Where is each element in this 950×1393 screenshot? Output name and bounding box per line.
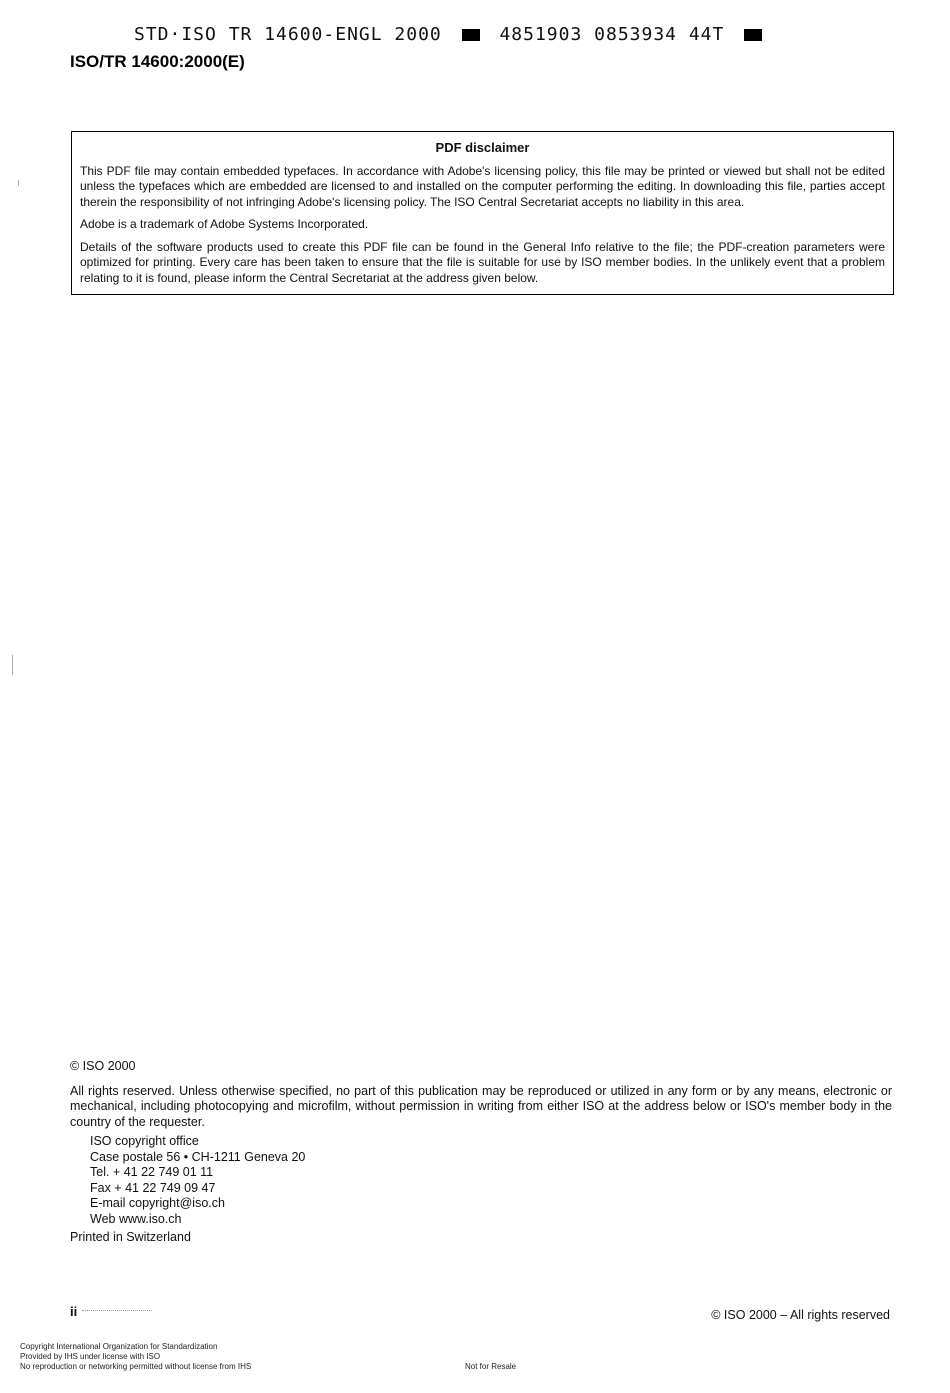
- office-tel: Tel. + 41 22 749 01 11: [90, 1165, 214, 1179]
- footer-dotted-leader: [82, 1310, 152, 1311]
- not-for-resale: Not for Resale: [465, 1362, 517, 1371]
- copyright-block: [70, 1059, 892, 1246]
- stamp-numbers: 4851903 0853934 44T: [499, 24, 725, 45]
- pdf-disclaimer-box: [71, 131, 894, 295]
- ihs-line: Provided by IHS under license with ISO: [20, 1352, 161, 1361]
- disclaimer-paragraph: Details of the software products used to create this PDF file can be found in the General Info relative to the file; the PDF-creation parameters were optimized for printing. Every care has been taken to ensure that the file is suitable for use by ISO member bodies. In the unlikely event that a problem relating to it is found, please inform the Central Secretariat at the address given below.: [80, 239, 885, 285]
- disclaimer-paragraph: This PDF file may contain embedded typefaces. In accordance with Adobe's licensing policy, this file may be printed or viewed but shall not be edited unless the typefaces which are embedded are licensed to and installed on the computer performing the editing. In downloading this file, parties accept therein the responsibility of not infringing Adobe's licensing policy. The ISO Central Secretariat accepts no liability in this area.: [80, 163, 885, 209]
- page-number: ii: [70, 1304, 78, 1319]
- redaction-block-icon: [462, 29, 480, 41]
- ihs-line: Copyright International Organization for Standardization: [20, 1342, 218, 1351]
- rights-statement: All rights reserved. Unless otherwise specified, no part of this publication may be reproduced or utilized in any form or by any means, electronic or mechanical, including photocopying and microfilm, without permission in writing from either ISO at the address below or ISO's member body in the country of the requester.: [70, 1083, 892, 1129]
- ihs-license-notice: [20, 1342, 251, 1372]
- office-fax: Fax + 41 22 749 09 47: [90, 1180, 216, 1195]
- document-id: ISO/TR 14600:2000(E): [70, 52, 245, 71]
- disclaimer-title: PDF disclaimer: [435, 140, 530, 155]
- scan-artifact: [18, 180, 19, 186]
- office-email: E-mail copyright@iso.ch: [90, 1196, 225, 1210]
- office-web: Web www.iso.ch: [90, 1211, 182, 1226]
- ihs-line: No reproduction or networking permitted without license from IHS: [20, 1362, 252, 1371]
- footer-rights-notice: © ISO 2000 – All rights reserved: [711, 1308, 890, 1322]
- office-address: Case postale 56 • CH-1211 Geneva 20: [90, 1149, 306, 1164]
- disclaimer-paragraph: Adobe is a trademark of Adobe Systems Incorporated.: [80, 217, 369, 231]
- copyright-symbol-line: © ISO 2000: [70, 1059, 136, 1073]
- printed-location: Printed in Switzerland: [70, 1230, 191, 1244]
- scan-artifact: [12, 655, 13, 675]
- redaction-block-icon: [744, 29, 762, 41]
- stamp-code: STD·ISO TR 14600-ENGL 2000: [134, 24, 442, 45]
- office-name: ISO copyright office: [90, 1134, 199, 1148]
- iso-copyright-office: [70, 1134, 892, 1227]
- scan-stamp: [134, 24, 770, 45]
